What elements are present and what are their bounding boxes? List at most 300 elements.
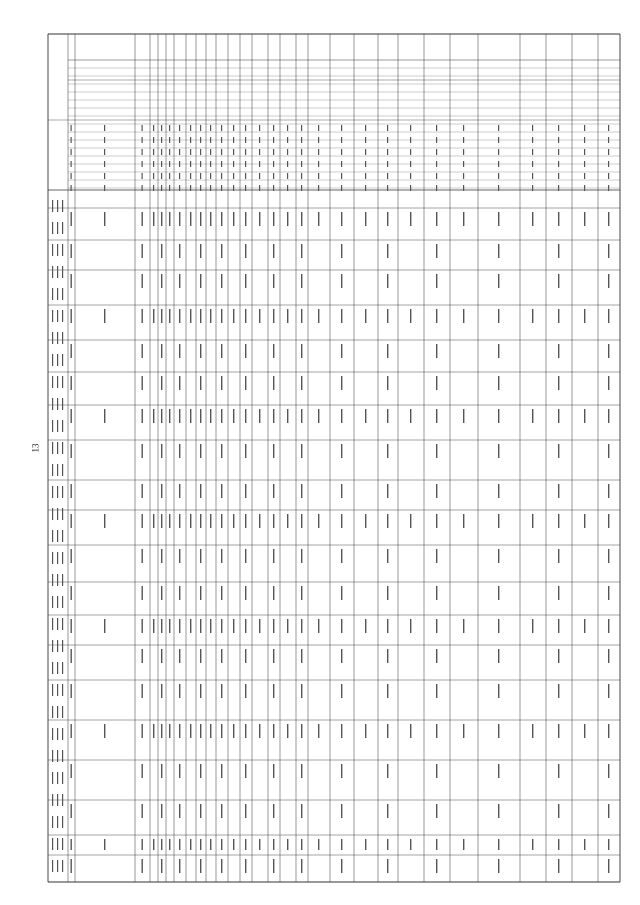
- cell-text-mark: [190, 839, 191, 850]
- header-text-mark: [301, 173, 302, 179]
- stub-text-mark: [52, 420, 53, 432]
- cell-text-mark: [161, 344, 162, 358]
- cell-text-mark: [558, 444, 559, 458]
- header-text-mark: [463, 185, 464, 191]
- cell-text-mark: [245, 444, 246, 458]
- cell-text-mark: [245, 804, 246, 818]
- cell-text-mark: [301, 649, 302, 663]
- stub-text-mark: [57, 266, 58, 278]
- stub-text-mark: [57, 552, 58, 564]
- cell-text-mark: [498, 859, 499, 873]
- cell-text-mark: [498, 684, 499, 698]
- cell-text-mark: [210, 724, 211, 738]
- stub-text-mark: [57, 222, 58, 234]
- header-text-mark: [341, 173, 342, 179]
- header-text-mark: [259, 149, 260, 155]
- cell-text-mark: [142, 444, 143, 458]
- header-text-mark: [245, 125, 246, 131]
- header-text-mark: [387, 173, 388, 179]
- cell-text-mark: [233, 724, 234, 738]
- header-text-mark: [221, 125, 222, 131]
- cell-text-mark: [273, 586, 274, 600]
- stub-text-mark: [52, 222, 53, 234]
- header-text-mark: [161, 125, 162, 131]
- header-text-mark: [161, 137, 162, 143]
- cell-text-mark: [301, 344, 302, 358]
- cell-text-mark: [498, 244, 499, 258]
- cell-text-mark: [161, 619, 162, 633]
- cell-text-mark: [387, 764, 388, 778]
- cell-text-mark: [179, 344, 180, 358]
- cell-text-mark: [104, 724, 105, 738]
- stub-text-mark: [57, 200, 58, 212]
- cell-text-mark: [558, 586, 559, 600]
- cell-text-mark: [71, 376, 72, 390]
- cell-text-mark: [153, 309, 154, 323]
- cell-text-mark: [463, 309, 464, 323]
- cell-text-mark: [190, 212, 191, 226]
- header-text-mark: [558, 173, 559, 179]
- cell-text-mark: [558, 549, 559, 563]
- stub-text-mark: [62, 244, 63, 256]
- cell-text-mark: [245, 344, 246, 358]
- header-text-mark: [169, 173, 170, 179]
- cell-text-mark: [153, 619, 154, 633]
- cell-text-mark: [608, 619, 609, 633]
- cell-text-mark: [436, 839, 437, 850]
- header-text-mark: [410, 137, 411, 143]
- header-text-mark: [273, 185, 274, 191]
- stub-text-mark: [62, 420, 63, 432]
- header-text-mark: [498, 185, 499, 191]
- stub-text-mark: [62, 442, 63, 454]
- cell-text-mark: [608, 444, 609, 458]
- cell-text-mark: [71, 619, 72, 633]
- cell-text-mark: [71, 409, 72, 423]
- header-text-mark: [104, 137, 105, 143]
- stub-text-mark: [62, 486, 63, 498]
- cell-text-mark: [318, 619, 319, 633]
- cell-text-mark: [273, 309, 274, 323]
- cell-text-mark: [221, 409, 222, 423]
- cell-text-mark: [190, 309, 191, 323]
- cell-text-mark: [387, 684, 388, 698]
- cell-text-mark: [287, 514, 288, 528]
- cell-text-mark: [558, 244, 559, 258]
- cell-text-mark: [142, 724, 143, 738]
- stub-text-mark: [62, 816, 63, 828]
- cell-text-mark: [365, 309, 366, 323]
- cell-text-mark: [387, 444, 388, 458]
- header-text-mark: [142, 185, 143, 191]
- cell-text-mark: [608, 376, 609, 390]
- cell-text-mark: [558, 484, 559, 498]
- cell-text-mark: [71, 514, 72, 528]
- cell-text-mark: [142, 274, 143, 288]
- header-text-mark: [287, 173, 288, 179]
- header-text-mark: [221, 173, 222, 179]
- header-text-mark: [318, 125, 319, 131]
- cell-text-mark: [221, 586, 222, 600]
- cell-text-mark: [318, 724, 319, 738]
- cell-text-mark: [387, 859, 388, 873]
- cell-text-mark: [365, 409, 366, 423]
- cell-text-mark: [179, 839, 180, 850]
- header-text-mark: [104, 173, 105, 179]
- cell-text-mark: [301, 514, 302, 528]
- cell-text-mark: [558, 649, 559, 663]
- cell-text-mark: [245, 244, 246, 258]
- stub-text-mark: [52, 200, 53, 212]
- cell-text-mark: [498, 724, 499, 738]
- cell-text-mark: [179, 764, 180, 778]
- header-text-mark: [245, 149, 246, 155]
- cell-text-mark: [436, 514, 437, 528]
- header-text-mark: [104, 125, 105, 131]
- cell-text-mark: [104, 212, 105, 226]
- cell-text-mark: [71, 764, 72, 778]
- header-text-mark: [436, 137, 437, 143]
- header-text-mark: [153, 125, 154, 131]
- cell-text-mark: [221, 649, 222, 663]
- header-text-mark: [436, 161, 437, 167]
- cell-text-mark: [179, 212, 180, 226]
- cell-text-mark: [341, 484, 342, 498]
- header-text-mark: [179, 161, 180, 167]
- header-text-mark: [341, 125, 342, 131]
- header-text-mark: [179, 173, 180, 179]
- header-text-mark: [161, 185, 162, 191]
- cell-text-mark: [318, 409, 319, 423]
- cell-text-mark: [245, 724, 246, 738]
- stub-text-mark: [62, 574, 63, 586]
- stub-text-mark: [57, 288, 58, 300]
- cell-text-mark: [436, 619, 437, 633]
- cell-text-mark: [498, 649, 499, 663]
- header-text-mark: [365, 161, 366, 167]
- cell-text-mark: [584, 724, 585, 738]
- cell-text-mark: [161, 212, 162, 226]
- header-text-mark: [558, 149, 559, 155]
- cell-text-mark: [200, 212, 201, 226]
- cell-text-mark: [273, 549, 274, 563]
- cell-text-mark: [365, 212, 366, 226]
- cell-text-mark: [436, 764, 437, 778]
- cell-text-mark: [161, 804, 162, 818]
- stub-text-mark: [62, 794, 63, 806]
- stub-text-mark: [62, 662, 63, 674]
- header-text-mark: [608, 137, 609, 143]
- header-text-mark: [200, 161, 201, 167]
- stub-text-mark: [57, 750, 58, 762]
- cell-text-mark: [273, 409, 274, 423]
- cell-text-mark: [104, 514, 105, 528]
- header-text-mark: [608, 125, 609, 131]
- table-cell-text: [52, 125, 609, 873]
- cell-text-mark: [273, 244, 274, 258]
- cell-text-mark: [436, 484, 437, 498]
- header-text-mark: [273, 149, 274, 155]
- cell-text-mark: [341, 764, 342, 778]
- header-text-mark: [210, 125, 211, 131]
- cell-text-mark: [436, 274, 437, 288]
- cell-text-mark: [301, 684, 302, 698]
- stub-text-mark: [52, 640, 53, 652]
- header-text-mark: [287, 125, 288, 131]
- header-text-mark: [200, 185, 201, 191]
- stub-text-mark: [62, 310, 63, 322]
- cell-text-mark: [387, 212, 388, 226]
- cell-text-mark: [142, 619, 143, 633]
- cell-text-mark: [584, 619, 585, 633]
- cell-text-mark: [463, 212, 464, 226]
- cell-text-mark: [436, 586, 437, 600]
- stub-text-mark: [57, 354, 58, 366]
- cell-text-mark: [341, 309, 342, 323]
- cell-text-mark: [301, 549, 302, 563]
- cell-text-mark: [498, 274, 499, 288]
- header-text-mark: [245, 173, 246, 179]
- cell-text-mark: [161, 444, 162, 458]
- cell-text-mark: [341, 549, 342, 563]
- cell-text-mark: [498, 586, 499, 600]
- cell-text-mark: [558, 212, 559, 226]
- cell-text-mark: [200, 274, 201, 288]
- header-text-mark: [318, 185, 319, 191]
- cell-text-mark: [200, 409, 201, 423]
- cell-text-mark: [301, 764, 302, 778]
- cell-text-mark: [179, 619, 180, 633]
- header-text-mark: [169, 185, 170, 191]
- header-text-mark: [498, 173, 499, 179]
- header-text-mark: [273, 137, 274, 143]
- cell-text-mark: [161, 649, 162, 663]
- cell-text-mark: [245, 764, 246, 778]
- cell-text-mark: [387, 244, 388, 258]
- stub-text-mark: [57, 244, 58, 256]
- cell-text-mark: [273, 804, 274, 818]
- cell-text-mark: [153, 724, 154, 738]
- cell-text-mark: [584, 309, 585, 323]
- stub-text-mark: [52, 464, 53, 476]
- header-text-mark: [498, 125, 499, 131]
- header-text-mark: [71, 185, 72, 191]
- header-text-mark: [221, 161, 222, 167]
- cell-text-mark: [142, 586, 143, 600]
- header-text-mark: [273, 173, 274, 179]
- cell-text-mark: [210, 409, 211, 423]
- header-text-mark: [142, 161, 143, 167]
- page-number: 13: [30, 443, 41, 453]
- cell-text-mark: [169, 619, 170, 633]
- cell-text-mark: [71, 649, 72, 663]
- stub-text-mark: [52, 662, 53, 674]
- header-text-mark: [190, 125, 191, 131]
- header-text-mark: [318, 149, 319, 155]
- cell-text-mark: [200, 309, 201, 323]
- cell-text-mark: [273, 484, 274, 498]
- header-text-mark: [273, 125, 274, 131]
- cell-text-mark: [532, 839, 533, 850]
- cell-text-mark: [498, 804, 499, 818]
- header-text-mark: [584, 137, 585, 143]
- header-text-mark: [410, 125, 411, 131]
- cell-text-mark: [245, 309, 246, 323]
- cell-text-mark: [179, 514, 180, 528]
- cell-text-mark: [245, 839, 246, 850]
- header-text-mark: [341, 137, 342, 143]
- header-text-mark: [153, 137, 154, 143]
- stub-text-mark: [62, 618, 63, 630]
- stub-text-mark: [52, 772, 53, 784]
- cell-text-mark: [387, 376, 388, 390]
- stub-text-mark: [52, 838, 53, 850]
- header-text-mark: [221, 149, 222, 155]
- header-text-mark: [142, 137, 143, 143]
- cell-text-mark: [558, 859, 559, 873]
- stub-text-mark: [62, 222, 63, 234]
- stub-text-mark: [57, 838, 58, 850]
- stub-text-mark: [52, 706, 53, 718]
- cell-text-mark: [169, 724, 170, 738]
- cell-text-mark: [71, 586, 72, 600]
- header-text-mark: [169, 149, 170, 155]
- cell-text-mark: [200, 549, 201, 563]
- header-text-mark: [463, 125, 464, 131]
- header-text-mark: [259, 173, 260, 179]
- cell-text-mark: [221, 376, 222, 390]
- cell-text-mark: [142, 549, 143, 563]
- header-text-mark: [179, 137, 180, 143]
- cell-text-mark: [365, 839, 366, 850]
- cell-text-mark: [341, 724, 342, 738]
- cell-text-mark: [259, 409, 260, 423]
- cell-text-mark: [161, 764, 162, 778]
- cell-text-mark: [463, 839, 464, 850]
- cell-text-mark: [161, 684, 162, 698]
- header-text-mark: [104, 161, 105, 167]
- stub-text-mark: [57, 662, 58, 674]
- cell-text-mark: [200, 244, 201, 258]
- header-text-mark: [318, 161, 319, 167]
- cell-text-mark: [273, 444, 274, 458]
- stub-text-mark: [62, 596, 63, 608]
- cell-text-mark: [245, 212, 246, 226]
- cell-text-mark: [259, 514, 260, 528]
- cell-text-mark: [498, 839, 499, 850]
- cell-text-mark: [558, 309, 559, 323]
- cell-text-mark: [71, 804, 72, 818]
- cell-text-mark: [387, 484, 388, 498]
- stub-text-mark: [52, 310, 53, 322]
- stub-text-mark: [62, 200, 63, 212]
- stub-text-mark: [52, 750, 53, 762]
- cell-text-mark: [463, 514, 464, 528]
- cell-text-mark: [245, 514, 246, 528]
- header-text-mark: [287, 137, 288, 143]
- cell-text-mark: [436, 549, 437, 563]
- cell-text-mark: [301, 619, 302, 633]
- header-text-mark: [71, 149, 72, 155]
- header-text-mark: [558, 137, 559, 143]
- cell-text-mark: [179, 586, 180, 600]
- stub-text-mark: [57, 772, 58, 784]
- cell-text-mark: [169, 839, 170, 850]
- stub-text-mark: [62, 552, 63, 564]
- cell-text-mark: [142, 684, 143, 698]
- header-text-mark: [318, 137, 319, 143]
- cell-text-mark: [71, 549, 72, 563]
- cell-text-mark: [200, 484, 201, 498]
- stub-text-mark: [62, 706, 63, 718]
- header-text-mark: [410, 149, 411, 155]
- header-text-mark: [463, 149, 464, 155]
- cell-text-mark: [233, 309, 234, 323]
- cell-text-mark: [179, 859, 180, 873]
- header-text-mark: [387, 125, 388, 131]
- cell-text-mark: [558, 409, 559, 423]
- cell-text-mark: [161, 309, 162, 323]
- table-grid: [48, 34, 620, 882]
- cell-text-mark: [210, 839, 211, 850]
- header-text-mark: [179, 125, 180, 131]
- cell-text-mark: [200, 586, 201, 600]
- header-text-mark: [161, 149, 162, 155]
- cell-text-mark: [410, 212, 411, 226]
- cell-text-mark: [410, 409, 411, 423]
- cell-text-mark: [221, 309, 222, 323]
- header-text-mark: [210, 161, 211, 167]
- cell-text-mark: [273, 724, 274, 738]
- cell-text-mark: [245, 859, 246, 873]
- cell-text-mark: [318, 839, 319, 850]
- cell-text-mark: [341, 376, 342, 390]
- cell-text-mark: [190, 514, 191, 528]
- cell-text-mark: [179, 274, 180, 288]
- cell-text-mark: [608, 586, 609, 600]
- header-text-mark: [532, 173, 533, 179]
- stub-text-mark: [52, 266, 53, 278]
- stub-text-mark: [57, 376, 58, 388]
- cell-text-mark: [221, 514, 222, 528]
- header-text-mark: [365, 185, 366, 191]
- header-text-mark: [341, 149, 342, 155]
- header-text-mark: [301, 161, 302, 167]
- stub-text-mark: [62, 398, 63, 410]
- stub-text-mark: [52, 552, 53, 564]
- header-text-mark: [532, 125, 533, 131]
- cell-text-mark: [301, 244, 302, 258]
- cell-text-mark: [245, 549, 246, 563]
- stub-text-mark: [62, 860, 63, 872]
- header-text-mark: [233, 149, 234, 155]
- cell-text-mark: [410, 514, 411, 528]
- cell-text-mark: [436, 649, 437, 663]
- stub-text-mark: [57, 398, 58, 410]
- cell-text-mark: [161, 274, 162, 288]
- stub-text-mark: [52, 728, 53, 740]
- stub-text-mark: [57, 530, 58, 542]
- cell-text-mark: [608, 484, 609, 498]
- cell-text-mark: [245, 484, 246, 498]
- cell-text-mark: [387, 344, 388, 358]
- stub-text-mark: [62, 332, 63, 344]
- cell-text-mark: [287, 212, 288, 226]
- cell-text-mark: [71, 212, 72, 226]
- header-text-mark: [200, 125, 201, 131]
- stub-text-mark: [57, 860, 58, 872]
- cell-text-mark: [71, 274, 72, 288]
